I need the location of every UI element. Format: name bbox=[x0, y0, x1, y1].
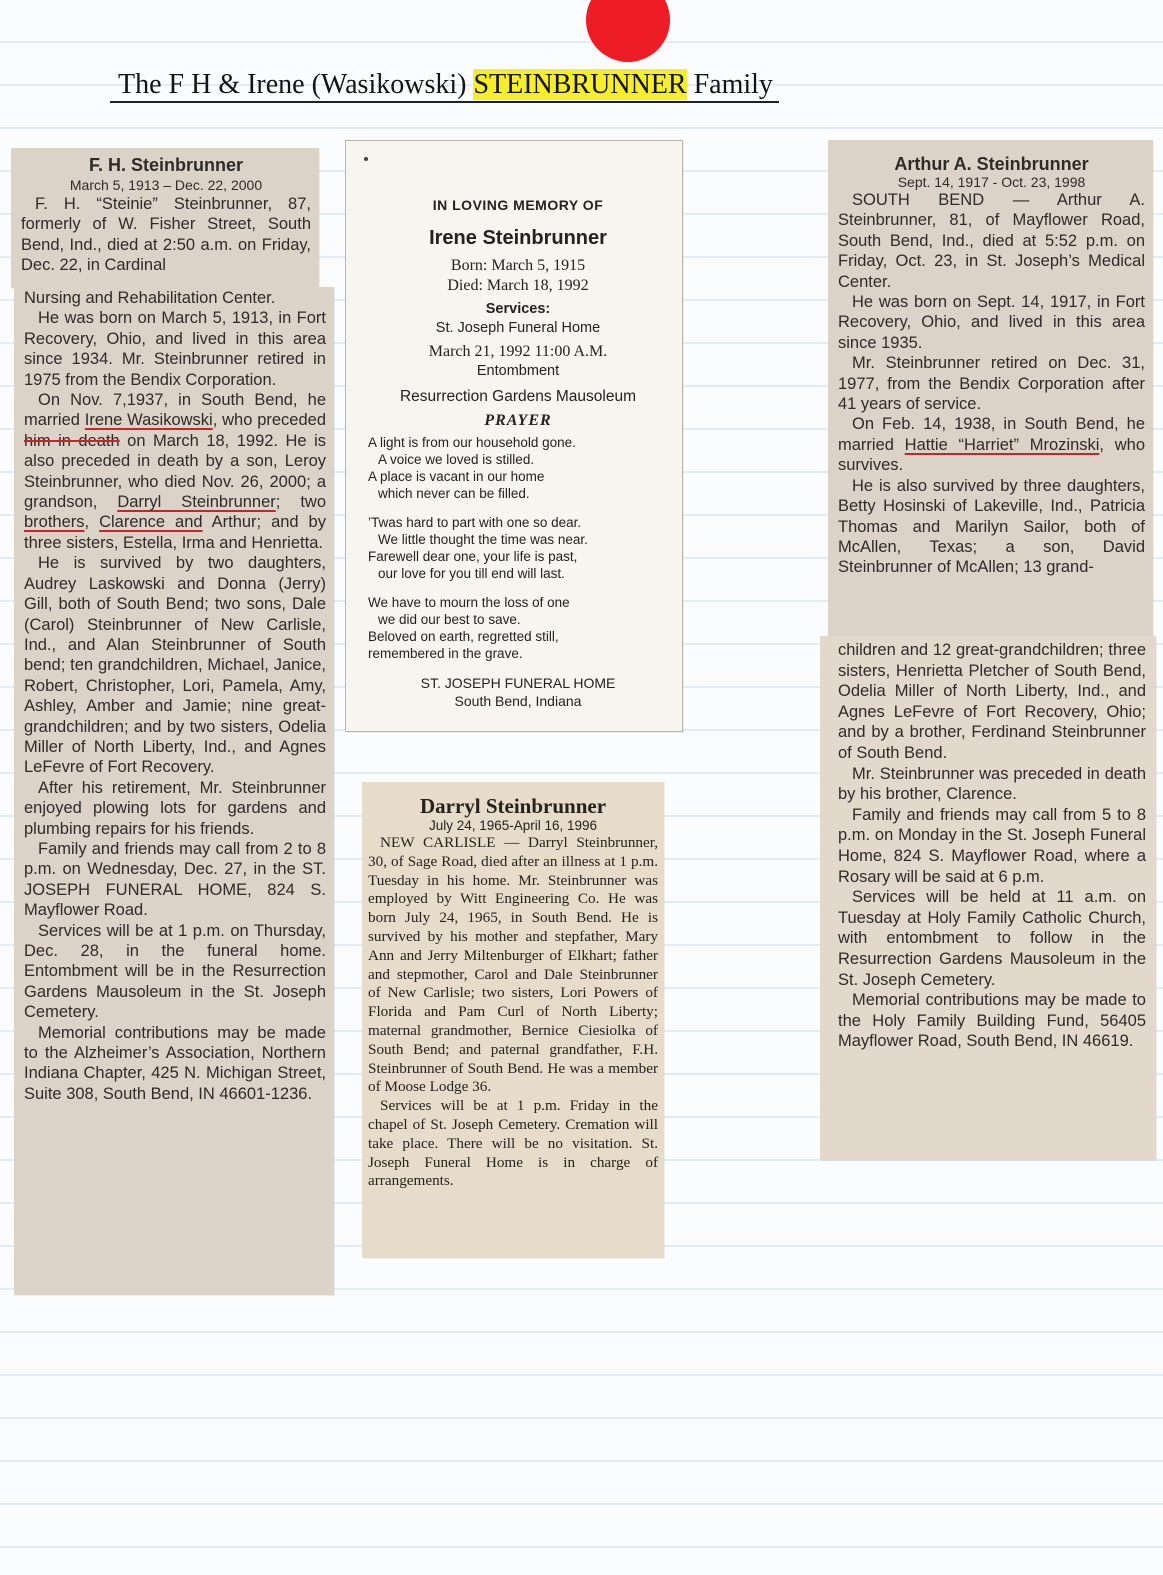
arthur-paragraph: He is also survived by three daughters, Betty Hosinski of Lakeville, Ind., Patricia Thomas and Marilyn Sailor, both of McAllen, Texas; a son, David Steinbrunner of McAllen; 13 grand- bbox=[838, 476, 1145, 577]
brothers-underlined: brothers bbox=[24, 513, 85, 532]
title-prefix: The F H & Irene (Wasikowski) bbox=[118, 69, 474, 100]
fh-paragraph: Nursing and Rehabilitation Center. bbox=[24, 289, 276, 307]
fh-obituary-clipping-top bbox=[11, 148, 319, 288]
darryl-name-underlined: Darryl Steinbrunner bbox=[117, 493, 276, 512]
card-verse-2: ’Twas hard to part with one so dear. We little thought the time was near. Farewell dear one, your life is past, our love for you till end will last. bbox=[368, 515, 588, 581]
red-page-tab bbox=[586, 0, 670, 62]
card-services-time: March 21, 1992 11:00 A.M. bbox=[428, 343, 608, 360]
fh-paragraph-marriage: On Nov. 7,1937, in South Bend, he married Irene Wasikowski, who preceded him in death on March 18, 1992. He is also preceded in death by a son, Leroy Steinbrunner, who died Nov. 26, 2000; a grandson, Darryl Steinbrunner; two brothers, Clarence and Arthur; and by three sisters, Estella, Irma and Henrietta. bbox=[24, 391, 327, 552]
card-entombment-label: Entombment bbox=[476, 363, 560, 379]
fh-dates: March 5, 1913 – Dec. 22, 2000 bbox=[69, 177, 263, 193]
card-verse-3: We have to mourn the loss of one we did our best to save. Beloved on earth, regretted still, remembered in the grave. bbox=[368, 595, 570, 661]
card-name: Irene Steinbrunner bbox=[429, 227, 607, 249]
card-died: Died: March 18, 1992 bbox=[447, 277, 589, 294]
arthur-paragraph: He was born on Sept. 14, 1917, in Fort Recovery, Ohio, and lived in this area since 1935. bbox=[838, 293, 1145, 352]
darryl-obituary-clipping bbox=[362, 782, 664, 1258]
darryl-paragraph: NEW CARLISLE — Darryl Steinbrunner, 30, of Sage Road, died after an illness at 1 p.m. Tuesday in his home. Mr. Steinbrunner was employed by Witt Engineering Co. He was born July 24, 1965, in South Bend. He is survived by his mother and stepfather, Mary Ann and Jerry Miltenburger of Elkhart; father and stepmother, Carol and Dale Steinbrunner of New Carlisle; two sisters, Lori Powers of Florida and Pam Curl of North Liberty; maternal grandmother, Bernice Ciesiolka of South Bend; and paternal grandfather, F.H. Steinbrunner of South Bend. He was a member of Moose Lodge 36. bbox=[368, 834, 658, 1096]
fh-lead-paragraph: F. H. “Steinie” Steinbrunner, 87, formerly of W. Fisher Street, South Bend, Ind., died at 2:50 a.m. on Friday, Dec. 22, in Cardinal bbox=[21, 195, 311, 275]
arthur-obituary-clipping-bottom bbox=[820, 636, 1156, 1160]
arthur-obituary-clipping-top bbox=[828, 140, 1153, 637]
arthur-paragraph: Mr. Steinbrunner retired on Dec. 31, 1977, from the Bendix Corporation after 41 years of service. bbox=[838, 354, 1145, 414]
card-heading: IN LOVING MEMORY OF bbox=[432, 197, 604, 213]
arthur-paragraph: Services will be held at 11 a.m. on Tuesday at Holy Family Catholic Church, with entombment to follow in the Resurrection Gardens Mausoleum in the St. Joseph Cemetery. bbox=[838, 888, 1146, 989]
fh-paragraph: After his retirement, Mr. Steinbrunner enjoyed plowing lots for gardens and plumbing repairs for his friends. bbox=[24, 778, 326, 838]
arthur-paragraph: children and 12 great-grandchildren; three sisters, Henrietta Pletcher of South Bend, Odelia Miller of North Liberty, Ind., and Agnes LeFevre of Fort Recovery, Ohio; and by a brother, Ferdinand Steinbrunner of South Bend. bbox=[838, 641, 1146, 762]
fh-obituary-clipping-bottom bbox=[14, 287, 334, 1295]
hattie-name-underlined: Hattie “Harriet” Mrozinski bbox=[904, 435, 1100, 454]
arthur-paragraph: Memorial contributions may be made to the Holy Family Building Fund, 56405 Mayflower Road, South Bend, IN 46619. bbox=[838, 991, 1146, 1051]
arthur-name: Arthur A. Steinbrunner bbox=[894, 154, 1089, 174]
memorial-prayer-card bbox=[345, 140, 683, 732]
card-verse-1: A light is from our household gone. A voice we loved is stilled. A place is vacant in our home which never can be filled. bbox=[368, 435, 576, 501]
arthur-paragraph: Mr. Steinbrunner was preceded in death by his brother, Clarence. bbox=[838, 764, 1146, 804]
page-title bbox=[110, 68, 779, 103]
arthur-paragraph-marriage: On Feb. 14, 1938, in South Bend, he married Hattie “Harriet” Mrozinski, who survives. bbox=[838, 415, 1146, 475]
irene-name-underlined: Irene Wasikowski bbox=[84, 411, 213, 430]
card-services-label: Services: bbox=[485, 301, 551, 317]
title-highlighted-surname: STEINBRUNNER bbox=[473, 69, 687, 100]
ink-dot bbox=[364, 157, 368, 161]
fh-paragraph: Family and friends may call from 2 to 8 p.m. on Wednesday, Dec. 27, in the ST. JOSEPH FUNERAL HOME, 824 S. Mayflower Road. bbox=[24, 839, 326, 920]
fh-paragraph: Services will be at 1 p.m. on Thursday, Dec. 28, in the funeral home. Entombment will be in the Resurrection Gardens Mausoleum in the St. Joseph Cemetery. bbox=[24, 921, 326, 1022]
struck-text: him in death bbox=[24, 431, 120, 450]
fh-paragraph: Memorial contributions may be made to the Alzheimer’s Association, Northern Indiana Chapter, 425 N. Michigan Street, Suite 308, South Bend, IN 46601-1236. bbox=[24, 1023, 326, 1103]
fh-paragraph: He was born on March 5, 1913, in Fort Recovery, Ohio, and lived in this area since 1934. Mr. Steinbrunner retired in 1975 from the Bendix Corporation. bbox=[24, 309, 326, 389]
arthur-dates: Sept. 14, 1917 - Oct. 23, 1998 bbox=[897, 174, 1086, 190]
darryl-name: Darryl Steinbrunner bbox=[419, 794, 607, 818]
fh-paragraph: He is survived by two daughters, Audrey Laskowski and Donna (Jerry) Gill, both of South Bend; two sons, Dale (Carol) Steinbrunner of New Carlisle, Ind., and Alan Steinbrunner of South bend; ten grandchildren, Michael, Janice, Robert, Christopher, Lori, Pamela, Amy, Ashley, Amber and Jamie; nine great-grandchildren; and by two sisters, Odelia Miller of North Liberty, Ind., and Agnes LeFevre of Fort Recovery. bbox=[24, 554, 326, 777]
fh-name: F. H. Steinbrunner bbox=[88, 155, 243, 175]
card-prayer-title: PRAYER bbox=[484, 412, 552, 429]
arthur-paragraph: SOUTH BEND — Arthur A. Steinbrunner, 81, of Mayflower Road, South Bend, Ind., died at 5:52 p.m. on Friday, Oct. 23, in St. Joseph’s Medical Center. bbox=[838, 191, 1145, 291]
darryl-paragraph: Services will be at 1 p.m. Friday in the chapel of St. Joseph Cemetery. Cremation will take place. There will be no visitation. St. Joseph Funeral Home is in charge of arrangements. bbox=[368, 1097, 658, 1190]
darryl-dates: July 24, 1965-April 16, 1996 bbox=[428, 818, 598, 833]
card-funeral-home-city: South Bend, Indiana bbox=[454, 693, 582, 709]
card-born: Born: March 5, 1915 bbox=[450, 257, 586, 274]
clarence-underlined: Clarence and bbox=[99, 513, 203, 532]
arthur-paragraph: Family and friends may call from 5 to 8 p.m. on Monday in the St. Joseph Funeral Home, 824 S. Mayflower Road, where a Rosary will be said at 6 p.m. bbox=[838, 805, 1146, 886]
card-funeral-home: ST. JOSEPH FUNERAL HOME bbox=[420, 675, 616, 691]
card-services-place: St. Joseph Funeral Home bbox=[435, 320, 601, 336]
card-entombment-place: Resurrection Gardens Mausoleum bbox=[399, 388, 637, 405]
title-suffix: Family bbox=[686, 69, 773, 100]
